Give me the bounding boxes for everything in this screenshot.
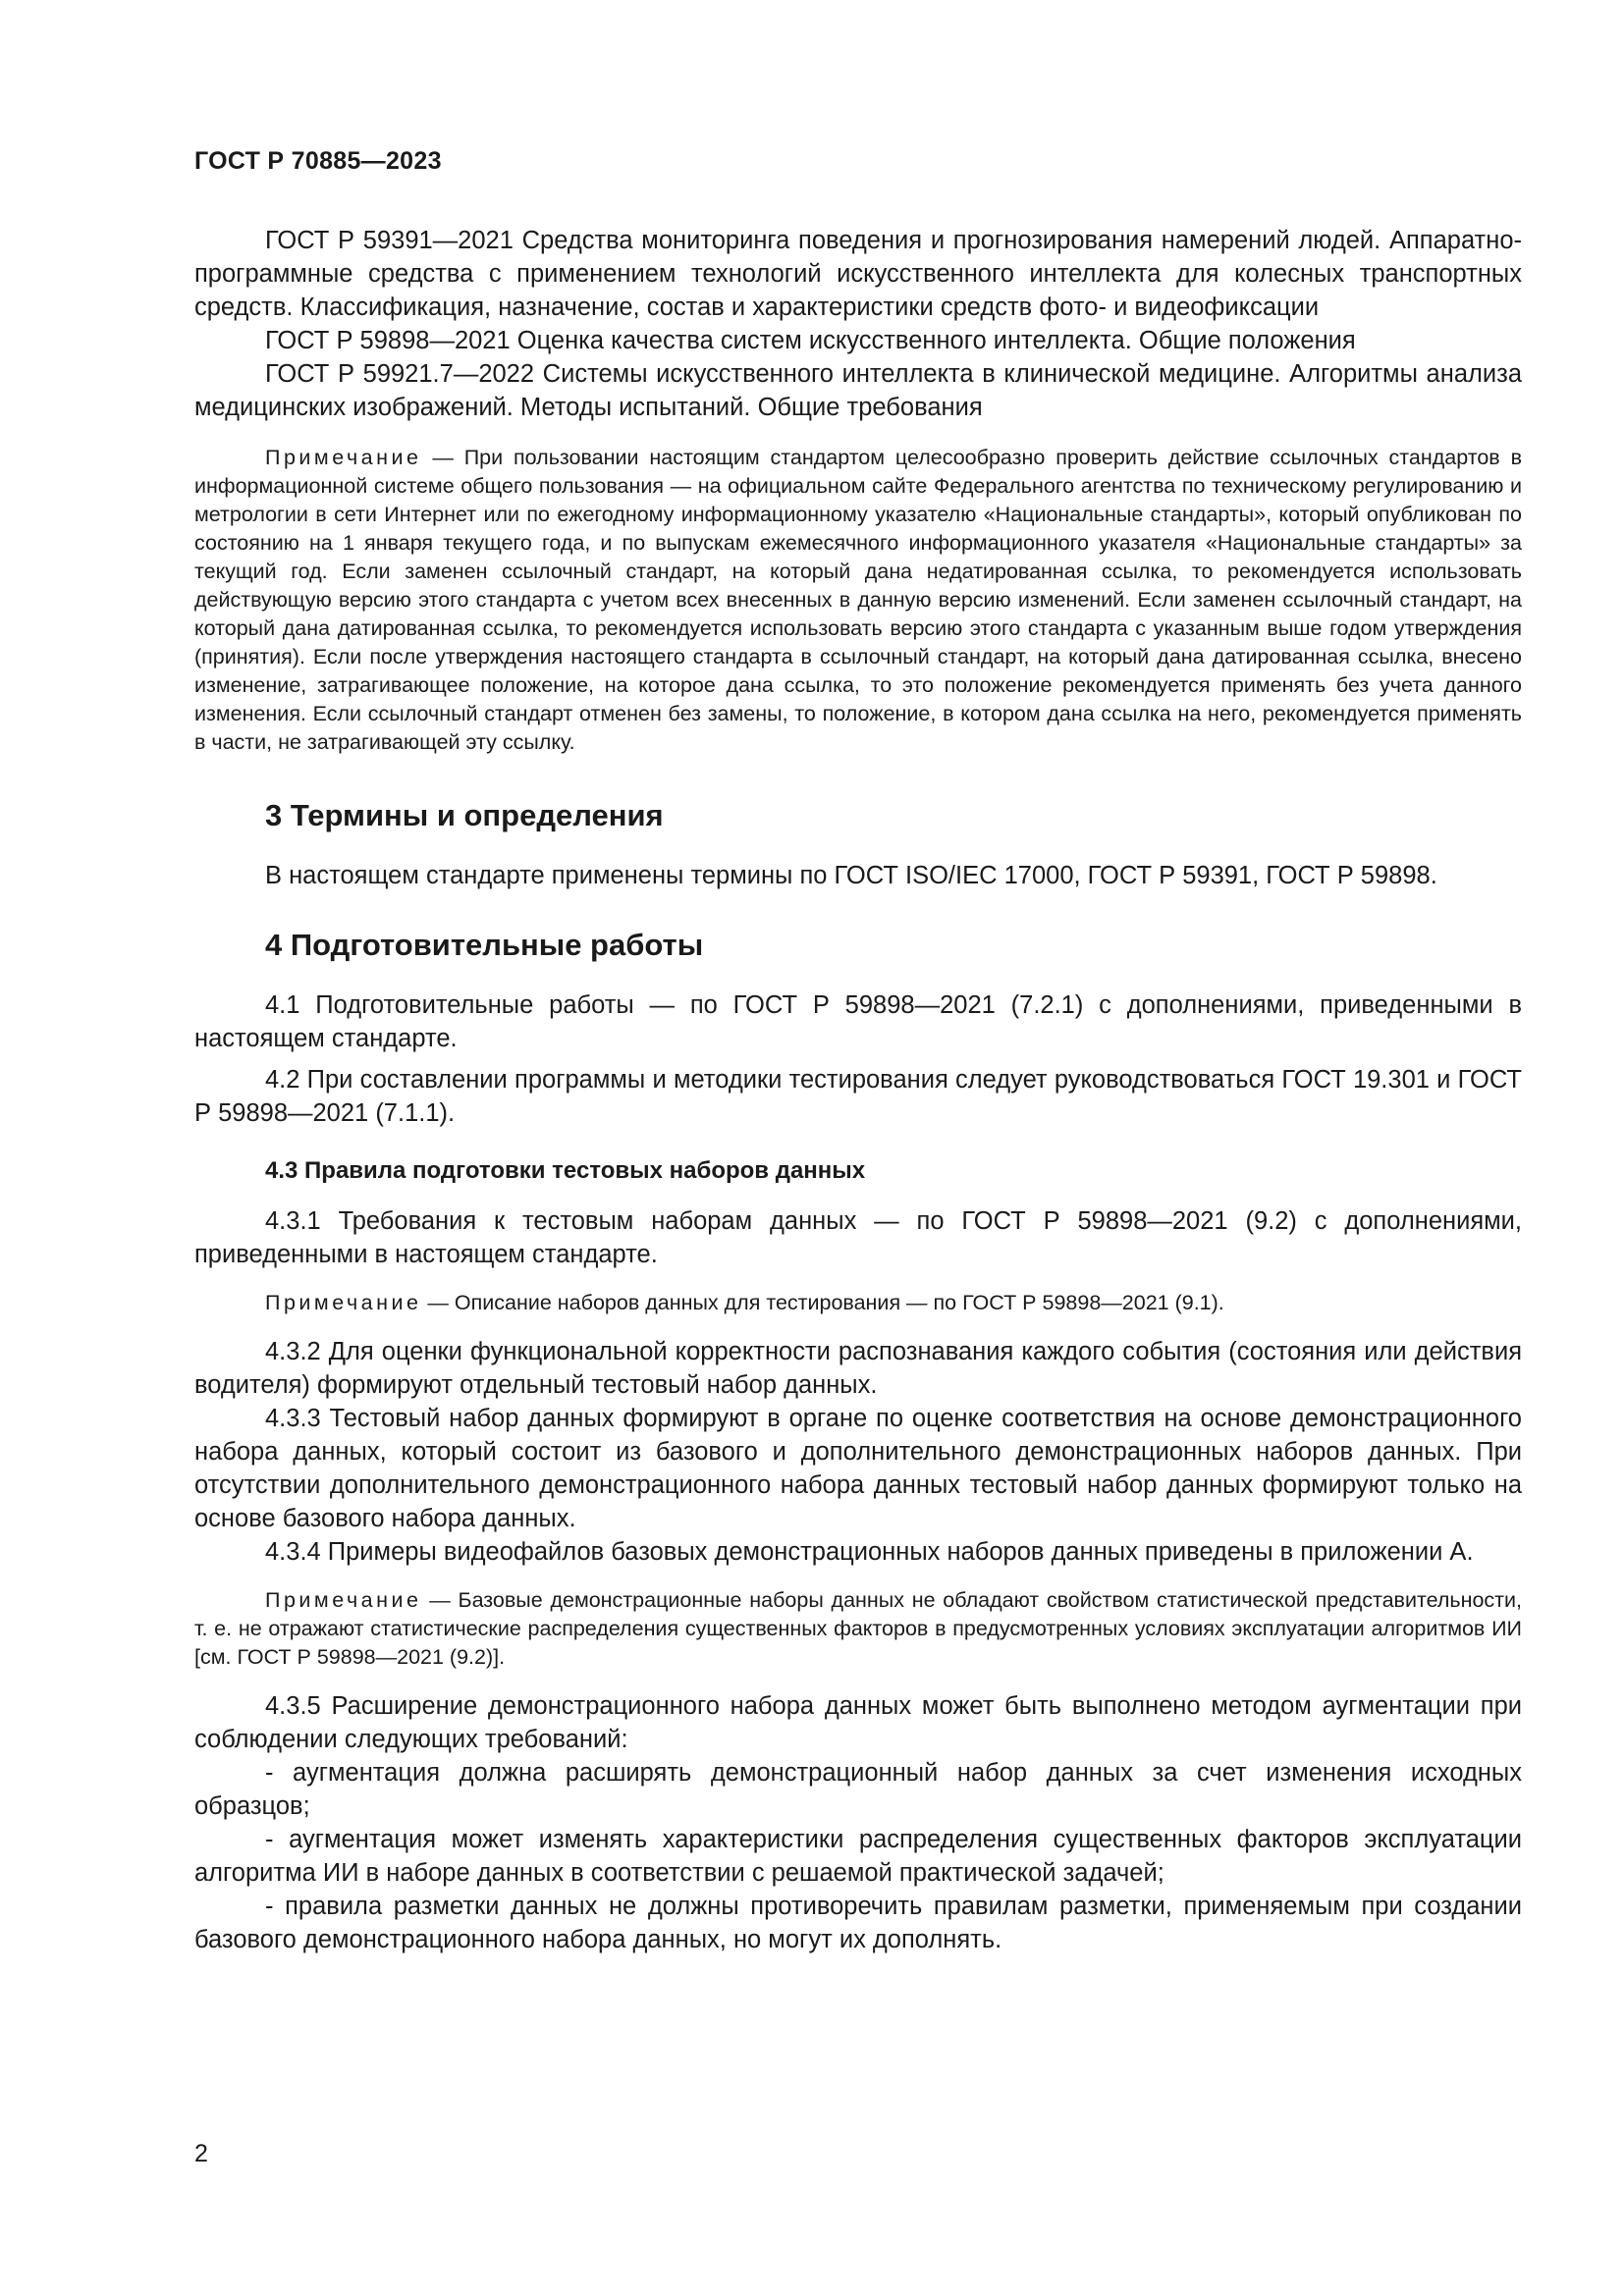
paragraph-4-3-5: 4.3.5 Расширение демонстрационного набора данных может быть выполнено методом аугментации при соблюдении следующих требований: (194, 1692, 1522, 1753)
section-3-text: В настоящем стандарте применены термины по ГОСТ ISO/IEC 17000, ГОСТ Р 59391, ГОСТ Р 59898. (265, 862, 1437, 889)
list-item: - аугментация может изменять характеристики распределения существенных факторов эксплуатации алгоритма ИИ в наборе данных в соответствии с решаемой практической задачей; (194, 1826, 1522, 1887)
note-text: — При пользовании настоящим стандартом целесообразно проверить действие ссылочных стандартов в информационной системе общего пользования — на официальном сайте Федерального агентства по техническому регулированию и метрологии в сети Интернет или по ежегодному информационному указателю «Национальные стандарты», который опубликован по состоянию на 1 января текущего года, и по выпускам ежемесячного информационного указателя «Национальные стандарты» за текущий год. Если заменен ссылочный стандарт, на который дана недатированная ссылка, то рекомендуется использовать действующую версию этого стандарта с учетом всех внесенных в данную версию изменений. Если заменен ссылочный стандарт, на который дана датированная ссылка, то рекомендуется использовать версию этого стандарта с указанным выше годом утверждения (принятия). Если после утверждения настоящего стандарта в ссылочный стандарт, на который дана датированная ссылка, внесено изменение, затрагивающее положение, на которое дана ссылка, то это положение рекомендуется применять без учета данного изменения. Если ссылочный стандарт отменен без замены, то положение, в котором дана ссылка на него, рекомендуется применять в части, не затрагивающей эту ссылку. (194, 446, 1522, 754)
paragraph-4-3-1: 4.3.1 Требования к тестовым наборам данных — по ГОСТ Р 59898—2021 (9.2) с дополнениями, приведенными в настоящем стандарте. (194, 1207, 1522, 1268)
list-item: - аугментация должна расширять демонстрационный набор данных за счет изменения исходных образцов; (194, 1759, 1522, 1820)
list-item: - правила разметки данных не должны противоречить правилам разметки, применяемым при создании базового демонстрационного набора данных, но могут их дополнять. (194, 1893, 1522, 1953)
note-label: Примечание (265, 1291, 422, 1314)
paragraph-4-3-4: 4.3.4 Примеры видеофайлов базовых демонстрационных наборов данных приведены в приложении А. (265, 1538, 1474, 1566)
note-text: — Базовые демонстрационные наборы данных не обладают свойством статистической представительности, т. е. не отражают статистические распределения существенных факторов в предусмотренных условиях эксплуатации алгоритмов ИИ [см. ГОСТ Р 59898—2021 (9.2)]. (194, 1588, 1522, 1669)
note-label: Примечание (265, 1588, 422, 1612)
paragraph-4-2: 4.2 При составлении программы и методики тестирования следует руководствоваться ГОСТ 19.301 и ГОСТ Р 59898—2021 (7.1.1). (194, 1066, 1522, 1127)
note-paragraph (194, 1289, 1522, 1317)
doc-code-header: ГОСТ Р 70885—2023 (194, 147, 442, 175)
paragraph-4-1: 4.1 Подготовительные работы — по ГОСТ Р 59898—2021 (7.2.1) с дополнениями, приведенными в настоящем стандарте. (194, 991, 1522, 1052)
ref-item: ГОСТ Р 59898—2021 Оценка качества систем искусственного интеллекта. Общие положения (265, 327, 1356, 354)
paragraph-4-3-2: 4.3.2 Для оценки функциональной корректности распознавания каждого события (состояния или действия водителя) формируют отдельный тестовый набор данных. (194, 1338, 1522, 1399)
paragraph-4-3-3: 4.3.3 Тестовый набор данных формируют в органе по оценке соответствия на основе демонстрационного набора данных, который состоит из базового и дополнительного демонстрационных наборов данных. При отсутствии дополнительного демонстрационного набора данных тестовый набор данных формируют только на основе базового набора данных. (194, 1405, 1522, 1532)
ref-item: ГОСТ Р 59921.7—2022 Системы искусственного интеллекта в клинической медицине. Алгоритмы анализа медицинских изображений. Методы испытаний. Общие требования (194, 360, 1522, 421)
ref-item: ГОСТ Р 59391—2021 Средства мониторинга поведения и прогнозирования намерений людей. Аппаратно-программные средства с применением технологий искусственного интеллекта для колесных транспортных средств. Классификация, назначение, состав и характеристики средств фото- и видеофиксации (194, 227, 1522, 321)
note-text: — Описание наборов данных для тестирования — по ГОСТ Р 59898—2021 (9.1). (421, 1291, 1224, 1314)
subsection-4-3-title: 4.3 Правила подготовки тестовых наборов данных (265, 1157, 866, 1184)
note-paragraph (194, 1586, 1522, 1672)
section-4-title: 4 Подготовительные работы (265, 928, 704, 962)
page-number: 2 (194, 2140, 208, 2167)
section-3-title: 3 Термины и определения (265, 798, 664, 832)
note-paragraph (194, 444, 1522, 757)
note-label: Примечание (265, 446, 422, 469)
